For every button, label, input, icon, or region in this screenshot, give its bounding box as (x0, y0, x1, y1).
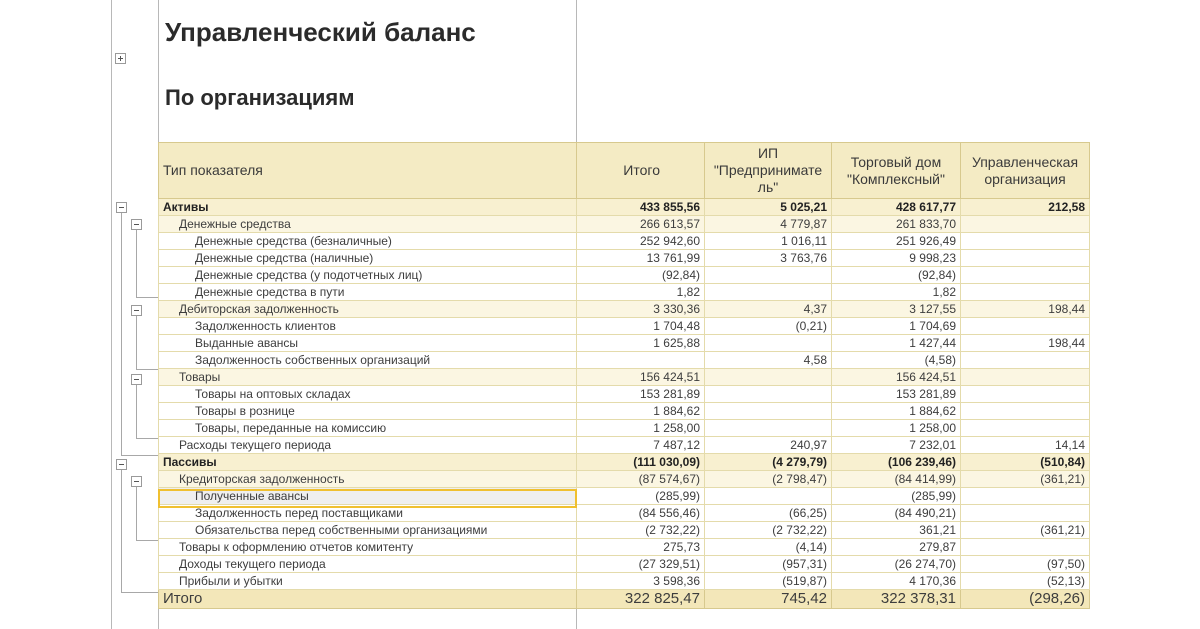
collapse-cash-icon[interactable] (131, 219, 142, 230)
cell-org3[interactable] (961, 539, 1090, 556)
cell-org2[interactable]: (285,99) (832, 488, 961, 505)
cell-org1[interactable] (705, 488, 832, 505)
table-row-liabilities[interactable] (159, 454, 1090, 471)
cell-org2[interactable]: (4,58) (832, 352, 961, 369)
cell-org2[interactable]: 251 926,49 (832, 233, 961, 250)
tree-line-liabilities-end (121, 592, 158, 593)
cell-org1[interactable]: 4 779,87 (705, 216, 832, 233)
table-row-grand-total[interactable] (159, 590, 1090, 609)
cell-org1[interactable] (705, 369, 832, 386)
cell-org3[interactable]: (361,21) (961, 522, 1090, 539)
cell-org2[interactable]: 1 258,00 (832, 420, 961, 437)
cell-total[interactable]: 1 704,48 (577, 318, 705, 335)
table-row-current-income[interactable] (159, 556, 1090, 573)
cell-total[interactable]: 266 613,57 (577, 216, 705, 233)
cell-org1[interactable]: 1 016,11 (705, 233, 832, 250)
cell-org1[interactable]: (2 798,47) (705, 471, 832, 488)
cell-org1[interactable] (705, 335, 832, 352)
row-label[interactable]: Задолженность собственных организаций (159, 352, 577, 369)
cell-org2[interactable]: 156 424,51 (832, 369, 961, 386)
cell-org1[interactable]: (2 732,22) (705, 522, 832, 539)
row-label[interactable]: Полученные авансы (159, 488, 577, 505)
table-row-payables-suppliers[interactable] (159, 505, 1090, 522)
table-row-profit-loss[interactable] (159, 573, 1090, 590)
header-org-trade-house: Торговый дом "Комплексный" (832, 143, 961, 199)
table-row-payables[interactable] (159, 471, 1090, 488)
report-subtitle: По организациям (165, 85, 355, 110)
row-label[interactable]: Денежные средства (безналичные) (159, 233, 577, 250)
header-org-management: Управленческая организация (961, 143, 1090, 199)
cell-org3[interactable] (961, 369, 1090, 386)
cell-org2[interactable]: (106 239,46) (832, 454, 961, 471)
row-label[interactable]: Пассивы (159, 454, 577, 471)
cell-total[interactable]: (285,99) (577, 488, 705, 505)
cell-org1[interactable]: 745,42 (705, 590, 832, 609)
header-org-ip: ИП "Предпринимате ль" (705, 143, 832, 199)
table-row-cash-cash[interactable] (159, 250, 1090, 267)
table-row-cash-transit[interactable] (159, 284, 1090, 301)
cell-org2[interactable]: 1 884,62 (832, 403, 961, 420)
cell-org1[interactable]: 5 025,21 (705, 199, 832, 216)
cell-total[interactable]: 252 942,60 (577, 233, 705, 250)
cell-org2[interactable]: 4 170,36 (832, 573, 961, 590)
row-label[interactable]: Прибыли и убытки (159, 573, 577, 590)
row-label[interactable]: Задолженность перед поставщиками (159, 505, 577, 522)
cell-org3[interactable]: (510,84) (961, 454, 1090, 471)
collapse-receivables-icon[interactable] (131, 305, 142, 316)
row-label[interactable]: Товары на оптовых складах (159, 386, 577, 403)
cell-org1[interactable]: (519,87) (705, 573, 832, 590)
cell-org2[interactable]: 9 998,23 (832, 250, 961, 267)
cell-org3[interactable] (961, 420, 1090, 437)
cell-org3[interactable]: 14,14 (961, 437, 1090, 454)
header-indicator: Тип показателя (159, 143, 577, 199)
cell-total[interactable]: 3 598,36 (577, 573, 705, 590)
cell-org2[interactable]: 1 704,69 (832, 318, 961, 335)
cell-org1[interactable]: 3 763,76 (705, 250, 832, 267)
cell-org2[interactable]: 322 378,31 (832, 590, 961, 609)
tree-line-cash-end (136, 297, 158, 298)
cell-org3[interactable] (961, 233, 1090, 250)
cell-total[interactable]: 433 855,56 (577, 199, 705, 216)
cell-total[interactable]: 7 487,12 (577, 437, 705, 454)
cell-org2[interactable]: 153 281,89 (832, 386, 961, 403)
cell-org3[interactable] (961, 403, 1090, 420)
table-row-cash[interactable] (159, 216, 1090, 233)
cell-org1[interactable]: 4,37 (705, 301, 832, 318)
cell-total[interactable]: 1 884,62 (577, 403, 705, 420)
cell-org1[interactable]: (66,25) (705, 505, 832, 522)
row-label[interactable]: Дебиторская задолженность (159, 301, 577, 318)
cell-total[interactable]: 1,82 (577, 284, 705, 301)
tree-line-payables (136, 485, 137, 541)
cell-org1[interactable] (705, 420, 832, 437)
cell-org1[interactable] (705, 267, 832, 284)
cell-org3[interactable]: 212,58 (961, 199, 1090, 216)
table-row-receivables[interactable] (159, 301, 1090, 318)
cell-org1[interactable]: 4,58 (705, 352, 832, 369)
table-row-assets[interactable] (159, 199, 1090, 216)
cell-org1[interactable]: (0,21) (705, 318, 832, 335)
table-row-obligations-own-orgs[interactable] (159, 522, 1090, 539)
report-title: Управленческий баланс (165, 17, 476, 47)
cell-org1[interactable] (705, 403, 832, 420)
cell-org1[interactable]: (957,31) (705, 556, 832, 573)
cell-org2[interactable]: (92,84) (832, 267, 961, 284)
row-label[interactable]: Кредиторская задолженность (159, 471, 577, 488)
expand-header-icon[interactable] (115, 53, 126, 64)
tree-line-goods-end (136, 438, 158, 439)
sheet-border-left (111, 0, 112, 629)
cell-org2[interactable]: 428 617,77 (832, 199, 961, 216)
cell-total[interactable]: 153 281,89 (577, 386, 705, 403)
cell-org1[interactable]: (4,14) (705, 539, 832, 556)
cell-org2[interactable]: (84 414,99) (832, 471, 961, 488)
row-label[interactable]: Денежные средства в пути (159, 284, 577, 301)
cell-total[interactable]: (27 329,51) (577, 556, 705, 573)
table-row-goods-consignor-reports[interactable] (159, 539, 1090, 556)
balance-report-table (158, 142, 1090, 609)
row-label[interactable]: Обязательства перед собственными организациями (159, 522, 577, 539)
row-label[interactable]: Расходы текущего периода (159, 437, 577, 454)
cell-total[interactable]: 3 330,36 (577, 301, 705, 318)
collapse-payables-icon[interactable] (131, 476, 142, 487)
cell-org3[interactable] (961, 284, 1090, 301)
table-row-receivables-own-orgs[interactable] (159, 352, 1090, 369)
tree-line-liabilities (121, 468, 122, 593)
cell-org3[interactable] (961, 505, 1090, 522)
table-row-goods-wholesale[interactable] (159, 386, 1090, 403)
table-row-goods-commission[interactable] (159, 420, 1090, 437)
header-total: Итого (577, 143, 705, 199)
cell-org3[interactable] (961, 267, 1090, 284)
cell-total[interactable]: 1 625,88 (577, 335, 705, 352)
table-row-cash-accountable[interactable] (159, 267, 1090, 284)
cell-org1[interactable] (705, 386, 832, 403)
row-label[interactable]: Денежные средства (у подотчетных лиц) (159, 267, 577, 284)
table-row-current-expenses[interactable] (159, 437, 1090, 454)
row-label[interactable]: Денежные средства (159, 216, 577, 233)
cell-total[interactable]: (92,84) (577, 267, 705, 284)
cell-org1[interactable]: (4 279,79) (705, 454, 832, 471)
row-label[interactable]: Итого (159, 590, 577, 609)
cell-org3[interactable] (961, 250, 1090, 267)
cell-org3[interactable] (961, 352, 1090, 369)
table-row-advances-received[interactable] (159, 488, 1090, 505)
row-label[interactable]: Доходы текущего периода (159, 556, 577, 573)
cell-org2[interactable]: 3 127,55 (832, 301, 961, 318)
cell-org2[interactable]: 7 232,01 (832, 437, 961, 454)
collapse-goods-icon[interactable] (131, 374, 142, 385)
table-row-receivables-clients[interactable] (159, 318, 1090, 335)
row-label[interactable]: Активы (159, 199, 577, 216)
cell-total[interactable]: (2 732,22) (577, 522, 705, 539)
tree-line-goods (136, 383, 137, 439)
cell-org3[interactable]: 198,44 (961, 335, 1090, 352)
tree-line-assets (121, 211, 122, 456)
row-label[interactable]: Выданные авансы (159, 335, 577, 352)
tree-line-assets-end (121, 455, 158, 456)
tree-line-payables-end (136, 540, 158, 541)
cell-org3[interactable] (961, 386, 1090, 403)
cell-org3[interactable]: (361,21) (961, 471, 1090, 488)
cell-org2[interactable]: (84 490,21) (832, 505, 961, 522)
cell-org3[interactable]: (298,26) (961, 590, 1090, 609)
cell-org2[interactable]: (26 274,70) (832, 556, 961, 573)
cell-org2[interactable]: 261 833,70 (832, 216, 961, 233)
cell-org3[interactable]: (52,13) (961, 573, 1090, 590)
table-row-advances-issued[interactable] (159, 335, 1090, 352)
row-label[interactable]: Денежные средства (наличные) (159, 250, 577, 267)
cell-total[interactable] (577, 352, 705, 369)
tree-line-receivables-end (136, 369, 158, 370)
cell-org2[interactable]: 1 427,44 (832, 335, 961, 352)
cell-org1[interactable]: 240,97 (705, 437, 832, 454)
table-row-goods[interactable] (159, 369, 1090, 386)
row-label[interactable]: Товары, переданные на комиссию (159, 420, 577, 437)
cell-org3[interactable] (961, 318, 1090, 335)
cell-org3[interactable]: 198,44 (961, 301, 1090, 318)
cell-org3[interactable] (961, 216, 1090, 233)
row-label[interactable]: Товары в рознице (159, 403, 577, 420)
table-row-goods-retail[interactable] (159, 403, 1090, 420)
cell-total[interactable]: 156 424,51 (577, 369, 705, 386)
cell-total[interactable]: (111 030,09) (577, 454, 705, 471)
cell-total[interactable]: 1 258,00 (577, 420, 705, 437)
cell-total[interactable]: 275,73 (577, 539, 705, 556)
cell-total[interactable]: (87 574,67) (577, 471, 705, 488)
cell-org2[interactable]: 279,87 (832, 539, 961, 556)
row-label[interactable]: Задолженность клиентов (159, 318, 577, 335)
tree-line-receivables (136, 314, 137, 370)
tree-line-cash (136, 228, 137, 298)
table-row-cash-noncash[interactable] (159, 233, 1090, 250)
cell-org3[interactable] (961, 488, 1090, 505)
row-label[interactable]: Товары (159, 369, 577, 386)
cell-org1[interactable] (705, 284, 832, 301)
cell-org2[interactable]: 1,82 (832, 284, 961, 301)
cell-total[interactable]: (84 556,46) (577, 505, 705, 522)
table-header-row (159, 143, 1090, 199)
cell-total[interactable]: 322 825,47 (577, 590, 705, 609)
cell-total[interactable]: 13 761,99 (577, 250, 705, 267)
cell-org3[interactable]: (97,50) (961, 556, 1090, 573)
collapse-assets-icon[interactable] (116, 202, 127, 213)
cell-org2[interactable]: 361,21 (832, 522, 961, 539)
row-label[interactable]: Товары к оформлению отчетов комитенту (159, 539, 577, 556)
collapse-liabilities-icon[interactable] (116, 459, 127, 470)
